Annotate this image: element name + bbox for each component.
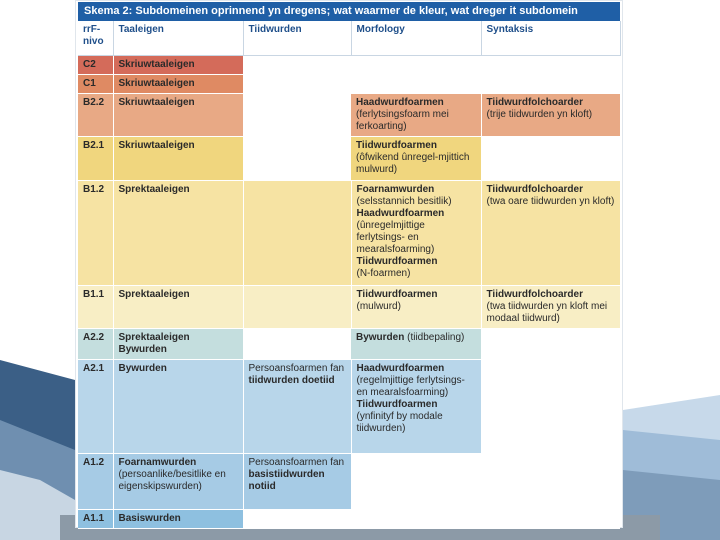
morfology-term: Foarnamwurden bbox=[356, 183, 435, 195]
empty-cell bbox=[481, 136, 620, 180]
tiidwurden-cell bbox=[243, 180, 351, 285]
morfology-term: Tiidwurdfoarmen bbox=[356, 255, 438, 267]
morfology-term: Bywurden bbox=[356, 331, 405, 343]
level-cell: B1.1 bbox=[78, 285, 113, 328]
empty-cell bbox=[243, 93, 351, 136]
morfology-term: Tiidwurdfoarmen bbox=[356, 288, 438, 300]
taaleigen-term: Sprektaaleigen bbox=[118, 331, 190, 343]
morfology-term: Haadwurdfoarmen bbox=[356, 362, 445, 374]
morfology-cell bbox=[351, 285, 481, 328]
syntaksis-cell bbox=[481, 180, 620, 285]
syntaksis-note: (twa tiidwurden yn kloft mei modaal tiidwurd) bbox=[486, 300, 608, 324]
taaleigen-term: Foarnamwurden bbox=[118, 456, 197, 468]
taaleigen-term: Bywurden bbox=[118, 343, 167, 355]
morfology-note: (ôfwikend ûnregel-mjittich mulwurd) bbox=[356, 151, 470, 175]
level-cell: B1.2 bbox=[78, 180, 113, 285]
morfology-term: Tiidwurdfoarmen bbox=[356, 398, 438, 410]
syntaksis-cell bbox=[481, 285, 620, 328]
schema-title: Skema 2: Subdomeinen oprinnend yn dregens; wat waarmer de kleur, wat dreger it subdomein bbox=[78, 2, 620, 21]
morfology-cell bbox=[351, 328, 481, 359]
syntaksis-cell bbox=[481, 93, 620, 136]
row-b12 bbox=[78, 180, 620, 285]
level-cell: C1 bbox=[78, 74, 113, 93]
row-a22 bbox=[78, 328, 620, 359]
tiidwurden-term: tiidwurden doetiid bbox=[248, 374, 335, 386]
tiidwurden-note: Persoansfoarmen fan bbox=[248, 362, 345, 374]
syntaksis-term: Tiidwurdfolchoarder bbox=[486, 96, 583, 108]
taaleigen-cell: Skriuwtaaleigen bbox=[113, 55, 243, 74]
row-b11 bbox=[78, 285, 620, 328]
level-cell: A2.2 bbox=[78, 328, 113, 359]
syntaksis-note: (twa oare tiidwurden yn kloft) bbox=[486, 195, 615, 207]
morfology-note: (ferlytsingsfoarm mei ferkoarting) bbox=[356, 108, 449, 132]
taaleigen-cell: Skriuwtaaleigen bbox=[113, 74, 243, 93]
taaleigen-cell: Basiswurden bbox=[113, 509, 243, 528]
morfology-note: (regelmjittige ferlytsings- en mearalsfoarming) bbox=[356, 374, 465, 398]
empty-cell bbox=[243, 328, 351, 359]
level-cell: A1.2 bbox=[78, 453, 113, 509]
level-cell: C2 bbox=[78, 55, 113, 74]
empty-cell bbox=[243, 74, 620, 93]
header-taaleigen: Taaleigen bbox=[113, 21, 243, 55]
header-morfology: Morfology bbox=[351, 21, 481, 55]
empty-cell bbox=[481, 359, 620, 453]
syntaksis-note: (trije tiidwurden yn kloft) bbox=[486, 108, 593, 120]
morfology-note: (ûnregelmjittige ferlytsings- en mearalsfoarming) bbox=[356, 219, 435, 255]
empty-cell bbox=[243, 55, 620, 74]
row-b22 bbox=[78, 93, 620, 136]
tiidwurden-cell bbox=[243, 453, 351, 509]
taaleigen-cell: Skriuwtaaleigen bbox=[113, 93, 243, 136]
row-b21 bbox=[78, 136, 620, 180]
header-row bbox=[78, 21, 620, 55]
tiidwurden-cell bbox=[243, 359, 351, 453]
level-cell: B2.1 bbox=[78, 136, 113, 180]
tiidwurden-cell bbox=[243, 285, 351, 328]
morfology-term: Tiidwurdfoarmen bbox=[356, 139, 437, 151]
morfology-cell bbox=[351, 180, 481, 285]
morfology-note: (ynfinityf by modale tiidwurden) bbox=[356, 410, 443, 434]
row-c1 bbox=[78, 74, 620, 93]
empty-cell bbox=[351, 453, 620, 509]
taaleigen-cell bbox=[113, 453, 243, 509]
morfology-cell bbox=[351, 359, 481, 453]
empty-cell bbox=[243, 136, 351, 180]
schema-table bbox=[78, 21, 621, 529]
header-syntaksis: Syntaksis bbox=[481, 21, 620, 55]
tiidwurden-term: basistiidwurden notiid bbox=[248, 468, 325, 492]
taaleigen-cell: Sprektaaleigen bbox=[113, 285, 243, 328]
header-level: rrF- nivo bbox=[78, 21, 113, 55]
row-a21 bbox=[78, 359, 620, 453]
empty-cell bbox=[243, 509, 620, 528]
tiidwurden-note: Persoansfoarmen fan bbox=[248, 456, 345, 468]
syntaksis-term: Tiidwurdfolchoarder bbox=[486, 288, 583, 300]
morfology-term: Haadwurdfoarmen bbox=[356, 96, 444, 108]
taaleigen-note: (persoanlike/besitlike en eigenskipswurden) bbox=[118, 468, 226, 492]
morfology-term: Haadwurdfoarmen bbox=[356, 207, 445, 219]
morfology-cell bbox=[351, 136, 481, 180]
taaleigen-cell: Sprektaaleigen bbox=[113, 180, 243, 285]
level-cell: A1.1 bbox=[78, 509, 113, 528]
taaleigen-cell bbox=[113, 328, 243, 359]
empty-cell bbox=[481, 328, 620, 359]
taaleigen-cell: Bywurden bbox=[113, 359, 243, 453]
morfology-note: (selsstannich besitlik) bbox=[356, 195, 452, 207]
morfology-note: (N-foarmen) bbox=[356, 267, 411, 279]
level-cell: B2.2 bbox=[78, 93, 113, 136]
morfology-note: (tiidbepaling) bbox=[404, 331, 465, 343]
morfology-note: (mulwurd) bbox=[356, 300, 401, 312]
taaleigen-cell: Skriuwtaaleigen bbox=[113, 136, 243, 180]
row-a12 bbox=[78, 453, 620, 509]
syntaksis-term: Tiidwurdfolchoarder bbox=[486, 183, 583, 195]
row-a11 bbox=[78, 509, 620, 528]
header-tiidwurden: Tiidwurden bbox=[243, 21, 351, 55]
level-cell: A2.1 bbox=[78, 359, 113, 453]
row-c2 bbox=[78, 55, 620, 74]
morfology-cell bbox=[351, 93, 481, 136]
